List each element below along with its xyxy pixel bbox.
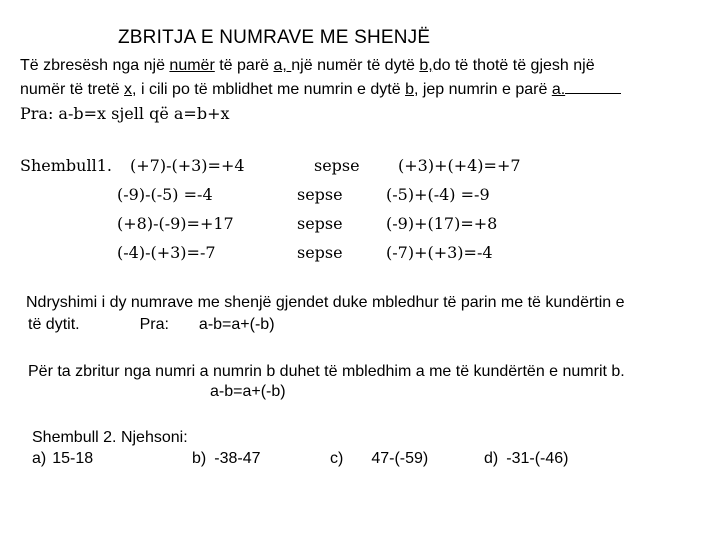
example1-because: sepse bbox=[297, 214, 343, 233]
task-a bbox=[32, 450, 93, 468]
intro-text: numër bbox=[169, 57, 215, 74]
example1-right-expr: (-7)+(+3)=-4 bbox=[386, 243, 493, 262]
intro-variable-x: x, bbox=[124, 81, 137, 98]
intro-text: një numër të dytë bbox=[291, 57, 420, 74]
intro-line-1 bbox=[20, 57, 595, 75]
task-c bbox=[330, 450, 428, 468]
example2-tasks bbox=[0, 450, 720, 474]
rule1-line-2 bbox=[28, 316, 275, 334]
intro-variable-a: a, bbox=[273, 57, 292, 74]
task-expression: -38-47 bbox=[214, 450, 261, 467]
example1-because: sepse bbox=[297, 243, 343, 262]
intro-variable-b: b, bbox=[405, 81, 419, 98]
intro-line-3: Pra: a-b=x sjell që a=b+x bbox=[20, 104, 230, 123]
example1-left-expr: (+7)-(+3)=+4 bbox=[130, 156, 245, 175]
intro-text: të parë bbox=[214, 57, 274, 74]
task-expression: -31-(-46) bbox=[506, 450, 569, 467]
example1-because: sepse bbox=[314, 156, 360, 175]
intro-variable-a: a. bbox=[551, 81, 566, 98]
rule1-text: të dytit. bbox=[28, 316, 80, 333]
task-d bbox=[484, 450, 568, 468]
task-letter: d) bbox=[484, 450, 499, 467]
example2-title: Shembull 2. Njehsoni: bbox=[32, 429, 188, 446]
intro-text: do të thotë të gjesh një bbox=[432, 57, 595, 74]
intro-text: numër të tretë bbox=[20, 81, 125, 98]
page-title: ZBRITJA E NUMRAVE ME SHENJË bbox=[118, 27, 431, 48]
intro-text: jep numrin e parë bbox=[418, 81, 552, 98]
example1-right-expr: (-9)+(17)=+8 bbox=[386, 214, 498, 233]
rule1-formula: a-b=a+(-b) bbox=[198, 316, 275, 333]
example1-right-expr: (+3)+(+4)=+7 bbox=[398, 156, 521, 175]
example1-left-expr: (-9)-(-5) =-4 bbox=[117, 185, 213, 204]
blank-line bbox=[565, 81, 621, 94]
example1-right-expr: (-5)+(-4) =-9 bbox=[386, 185, 490, 204]
example1-because: sepse bbox=[297, 185, 343, 204]
example1-left-expr: (-4)-(+3)=-7 bbox=[117, 243, 216, 262]
task-expression: 47-(-59) bbox=[371, 450, 429, 467]
task-b bbox=[192, 450, 260, 468]
rule2-line-1: Për ta zbritur nga numri a numrin b duhet të mbledhim a me të kundërtën e numrit b. bbox=[28, 363, 625, 380]
intro-variable-b: b, bbox=[419, 57, 433, 74]
intro-line-2 bbox=[20, 81, 621, 99]
rule1-pra: Pra: bbox=[139, 316, 169, 333]
rule1-line-1: Ndryshimi i dy numrave me shenjë gjendet duke mbledhur të parin me të kundërtin e bbox=[26, 294, 625, 311]
task-letter: a) bbox=[32, 450, 47, 467]
intro-text: Të zbresësh nga një bbox=[20, 57, 170, 74]
rule2-formula: a-b=a+(-b) bbox=[210, 383, 286, 400]
example1-label: Shembull1. bbox=[20, 156, 112, 175]
task-letter: c) bbox=[330, 450, 344, 467]
intro-text: i cili po të mblidhet me numrin e dytë bbox=[136, 81, 406, 98]
example1-left-expr: (+8)-(-9)=+17 bbox=[117, 214, 234, 233]
task-letter: b) bbox=[192, 450, 207, 467]
task-expression: 15-18 bbox=[52, 450, 94, 467]
